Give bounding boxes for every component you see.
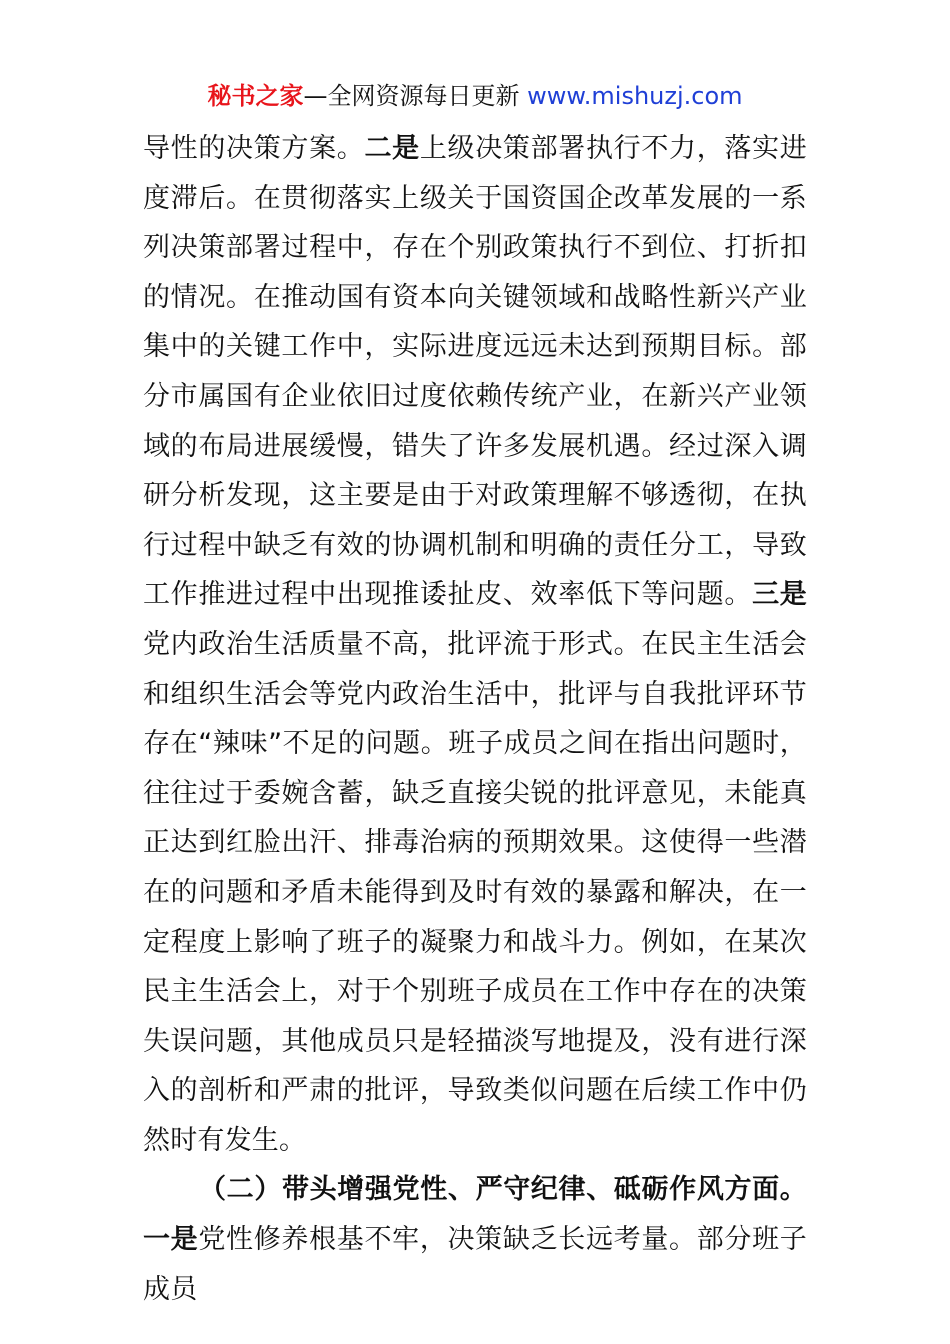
bold-marker-three: 三是 — [752, 579, 807, 611]
site-url: www.mishuzj.com — [527, 82, 743, 110]
section-heading-two: （二）带头增强党性、严守纪律、砥砺作风方面。一是 — [143, 1174, 807, 1256]
paragraph-text: 党性修养根基不牢，决策缺乏长远考量。部分班子成员 — [143, 1224, 807, 1305]
bold-marker-two: 二是 — [364, 133, 420, 164]
site-watermark-header — [0, 80, 950, 112]
paragraph-text: 上级决策部署执行不力，落实进度滞后。在贯彻落实上级关于国资国企改革发展的一系列决策部署过程中，存在个别政策执行不到位、打折扣的情况。在推动国有资本向关键领域和战略性新兴产业集中的关键工作中，实际进度远远未达到预期目标。部分市属国有企业依旧过度依赖传统产业，在新兴产业领域的布局进展缓慢，错失了许多发展机遇。经过深入调研分析发现，这主要是由于对政策理解不够透彻，在执行过程中缺乏有效的协调机制和明确的责任分工，导致工作推进过程中出现推诿扯皮、效率低下等问题。 — [143, 133, 807, 611]
site-tagline: —全网资源每日更新 — [303, 82, 528, 110]
paragraph-text: 党内政治生活质量不高，批评流于形式。在民主生活会和组织生活会等党内政治生活中，批评与自我批评环节存在“辣味”不足的问题。班子成员之间在指出问题时，往往过于委婉含蓄，缺乏直接尖锐的批评意见，未能真正达到红脸出汗、排毒治病的预期效果。这使得一些潜在的问题和矛盾未能得到及时有效的暴露和解决，在一定程度上影响了班子的凝聚力和战斗力。例如，在某次民主生活会上，对于个别班子成员在工作中存在的决策失误问题，其他成员只是轻描淡写地提及，没有进行深入的剖析和严肃的批评，导致类似问题在后续工作中仍然时有发生。 — [143, 628, 807, 1156]
document-body — [143, 124, 807, 1314]
site-brand: 秘书之家 — [207, 82, 304, 110]
paragraph-party-spirit — [143, 1165, 807, 1314]
paragraph-decision-execution — [143, 124, 807, 1165]
paragraph-text: 导性的决策方案。 — [143, 133, 365, 164]
